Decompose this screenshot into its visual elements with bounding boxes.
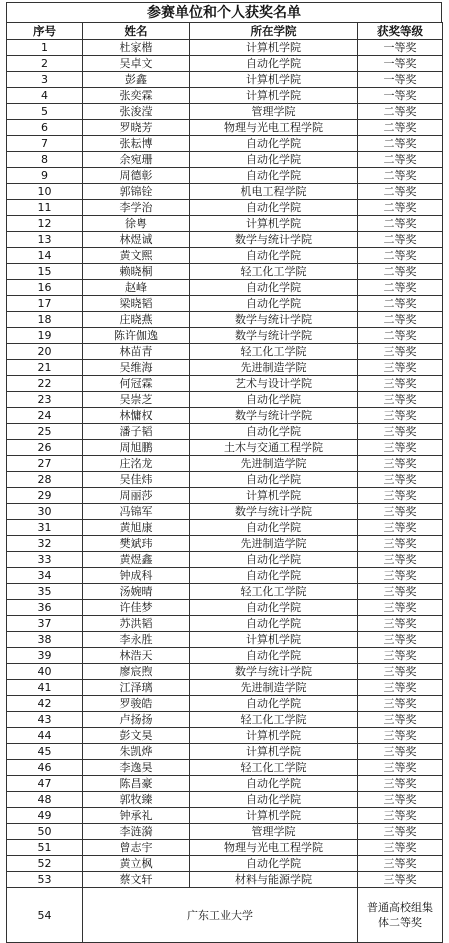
row-no: 30 xyxy=(7,504,83,520)
table-row xyxy=(7,648,443,664)
row-no: 5 xyxy=(7,104,83,120)
table-row xyxy=(7,328,443,344)
row-award: 一等奖 xyxy=(358,72,443,88)
header-school: 所在学院 xyxy=(190,23,358,40)
row-name: 蔡文轩 xyxy=(83,872,190,888)
row-award: 三等奖 xyxy=(358,488,443,504)
row-award: 三等奖 xyxy=(358,376,443,392)
table-row xyxy=(7,760,443,776)
row-school: 数学与统计学院 xyxy=(190,408,358,424)
row-school: 计算机学院 xyxy=(190,216,358,232)
row-school: 土木与交通工程学院 xyxy=(190,440,358,456)
sheet-title: 参赛单位和个人获奖名单 xyxy=(6,2,442,22)
table-row xyxy=(7,344,443,360)
row-award: 三等奖 xyxy=(358,760,443,776)
row-award: 三等奖 xyxy=(358,424,443,440)
table-row xyxy=(7,776,443,792)
row-name: 曾志宇 xyxy=(83,840,190,856)
table-row xyxy=(7,408,443,424)
table-row xyxy=(7,552,443,568)
table-row xyxy=(7,600,443,616)
row-name: 庄晓燕 xyxy=(83,312,190,328)
row-school: 轻工化工学院 xyxy=(190,712,358,728)
row-school: 计算机学院 xyxy=(190,808,358,824)
row-name: 庄洺龙 xyxy=(83,456,190,472)
row-school: 自动化学院 xyxy=(190,552,358,568)
row-award: 三等奖 xyxy=(358,696,443,712)
header-award: 获奖等级 xyxy=(358,23,443,40)
row-name: 罗晓芳 xyxy=(83,120,190,136)
row-no: 15 xyxy=(7,264,83,280)
row-no: 48 xyxy=(7,792,83,808)
row-name: 彭鑫 xyxy=(83,72,190,88)
row-award: 一等奖 xyxy=(358,40,443,56)
row-name: 朱凯烨 xyxy=(83,744,190,760)
row-name: 赖晓桐 xyxy=(83,264,190,280)
row-name: 杜家楷 xyxy=(83,40,190,56)
table-row xyxy=(7,664,443,680)
row-name: 江泽璃 xyxy=(83,680,190,696)
row-no: 14 xyxy=(7,248,83,264)
row-no: 13 xyxy=(7,232,83,248)
row-award: 二等奖 xyxy=(358,248,443,264)
table-row xyxy=(7,584,443,600)
table-row xyxy=(7,40,443,56)
table-row xyxy=(7,744,443,760)
row-no: 52 xyxy=(7,856,83,872)
award-sheet xyxy=(6,2,442,943)
row-name: 张耘博 xyxy=(83,136,190,152)
header-no: 序号 xyxy=(7,23,83,40)
row-school: 自动化学院 xyxy=(190,152,358,168)
table-row xyxy=(7,120,443,136)
row-school: 计算机学院 xyxy=(190,88,358,104)
table-row xyxy=(7,312,443,328)
group-award-row xyxy=(7,888,443,943)
row-no: 34 xyxy=(7,568,83,584)
row-name: 余宛珊 xyxy=(83,152,190,168)
table-row xyxy=(7,136,443,152)
row-no: 41 xyxy=(7,680,83,696)
row-no: 42 xyxy=(7,696,83,712)
row-award: 一等奖 xyxy=(358,88,443,104)
table-row xyxy=(7,216,443,232)
row-name: 罗骏皓 xyxy=(83,696,190,712)
row-no: 46 xyxy=(7,760,83,776)
table-row xyxy=(7,808,443,824)
row-award: 二等奖 xyxy=(358,184,443,200)
row-school: 物理与光电工程学院 xyxy=(190,840,358,856)
row-no: 43 xyxy=(7,712,83,728)
table-row xyxy=(7,872,443,888)
row-name: 张浚滢 xyxy=(83,104,190,120)
row-award: 三等奖 xyxy=(358,616,443,632)
row-award: 二等奖 xyxy=(358,120,443,136)
row-no: 25 xyxy=(7,424,83,440)
row-school: 数学与统计学院 xyxy=(190,328,358,344)
row-school: 管理学院 xyxy=(190,104,358,120)
row-award: 二等奖 xyxy=(358,296,443,312)
row-school: 自动化学院 xyxy=(190,792,358,808)
row-name: 李永胜 xyxy=(83,632,190,648)
row-name: 何冠霖 xyxy=(83,376,190,392)
row-no: 35 xyxy=(7,584,83,600)
row-award: 二等奖 xyxy=(358,152,443,168)
row-name: 周丽莎 xyxy=(83,488,190,504)
row-award: 三等奖 xyxy=(358,664,443,680)
row-award: 二等奖 xyxy=(358,232,443,248)
row-name: 冯锦军 xyxy=(83,504,190,520)
row-school: 自动化学院 xyxy=(190,296,358,312)
row-school: 自动化学院 xyxy=(190,168,358,184)
row-school: 自动化学院 xyxy=(190,424,358,440)
row-school: 自动化学院 xyxy=(190,616,358,632)
row-award: 三等奖 xyxy=(358,840,443,856)
row-school: 自动化学院 xyxy=(190,472,358,488)
row-name: 陈昌豪 xyxy=(83,776,190,792)
row-school: 先进制造学院 xyxy=(190,456,358,472)
row-name: 张奕霖 xyxy=(83,88,190,104)
row-award: 一等奖 xyxy=(358,56,443,72)
header-name: 姓名 xyxy=(83,23,190,40)
row-name: 林苗青 xyxy=(83,344,190,360)
row-no: 49 xyxy=(7,808,83,824)
table-row xyxy=(7,152,443,168)
row-award: 三等奖 xyxy=(358,552,443,568)
row-school: 自动化学院 xyxy=(190,600,358,616)
row-award: 三等奖 xyxy=(358,648,443,664)
row-school: 自动化学院 xyxy=(190,520,358,536)
row-school: 材料与能源学院 xyxy=(190,872,358,888)
row-award: 三等奖 xyxy=(358,408,443,424)
award-table xyxy=(6,22,443,943)
row-name: 周德彰 xyxy=(83,168,190,184)
row-award: 三等奖 xyxy=(358,600,443,616)
table-row xyxy=(7,712,443,728)
row-name: 赵峰 xyxy=(83,280,190,296)
row-award: 三等奖 xyxy=(358,744,443,760)
row-award: 三等奖 xyxy=(358,344,443,360)
row-award: 二等奖 xyxy=(358,104,443,120)
row-school: 物理与光电工程学院 xyxy=(190,120,358,136)
row-award: 三等奖 xyxy=(358,808,443,824)
row-name: 樊斌玮 xyxy=(83,536,190,552)
row-no: 22 xyxy=(7,376,83,392)
table-row xyxy=(7,168,443,184)
row-no: 44 xyxy=(7,728,83,744)
table-row xyxy=(7,792,443,808)
table-row xyxy=(7,392,443,408)
table-row xyxy=(7,376,443,392)
row-no: 50 xyxy=(7,824,83,840)
row-award: 三等奖 xyxy=(358,568,443,584)
row-no: 39 xyxy=(7,648,83,664)
row-school: 轻工化工学院 xyxy=(190,264,358,280)
table-row xyxy=(7,456,443,472)
table-row xyxy=(7,264,443,280)
table-row xyxy=(7,280,443,296)
row-award: 三等奖 xyxy=(358,856,443,872)
row-school: 计算机学院 xyxy=(190,72,358,88)
table-row xyxy=(7,104,443,120)
row-no: 53 xyxy=(7,872,83,888)
row-award: 二等奖 xyxy=(358,216,443,232)
row-name: 吴佳炜 xyxy=(83,472,190,488)
row-school: 自动化学院 xyxy=(190,200,358,216)
row-name: 梁晓韬 xyxy=(83,296,190,312)
row-school: 数学与统计学院 xyxy=(190,664,358,680)
row-award: 三等奖 xyxy=(358,680,443,696)
row-no: 19 xyxy=(7,328,83,344)
row-no: 28 xyxy=(7,472,83,488)
row-name: 黄旭康 xyxy=(83,520,190,536)
row-school: 轻工化工学院 xyxy=(190,584,358,600)
row-no: 17 xyxy=(7,296,83,312)
table-row xyxy=(7,824,443,840)
row-award: 二等奖 xyxy=(358,264,443,280)
row-award: 三等奖 xyxy=(358,728,443,744)
row-no: 18 xyxy=(7,312,83,328)
row-award: 二等奖 xyxy=(358,312,443,328)
row-school: 数学与统计学院 xyxy=(190,504,358,520)
table-row xyxy=(7,184,443,200)
row-name: 周旭鹏 xyxy=(83,440,190,456)
row-name: 徐粤 xyxy=(83,216,190,232)
row-school: 计算机学院 xyxy=(190,632,358,648)
row-school: 自动化学院 xyxy=(190,568,358,584)
row-no: 1 xyxy=(7,40,83,56)
row-award: 三等奖 xyxy=(358,712,443,728)
row-no: 23 xyxy=(7,392,83,408)
table-row xyxy=(7,568,443,584)
row-no: 26 xyxy=(7,440,83,456)
row-no: 10 xyxy=(7,184,83,200)
table-row xyxy=(7,840,443,856)
group-name: 广东工业大学 xyxy=(83,888,358,943)
row-no: 40 xyxy=(7,664,83,680)
row-school: 数学与统计学院 xyxy=(190,312,358,328)
row-school: 先进制造学院 xyxy=(190,536,358,552)
row-award: 三等奖 xyxy=(358,824,443,840)
row-school: 自动化学院 xyxy=(190,136,358,152)
row-name: 钟承礼 xyxy=(83,808,190,824)
row-award: 三等奖 xyxy=(358,440,443,456)
row-no: 36 xyxy=(7,600,83,616)
row-name: 林煜诚 xyxy=(83,232,190,248)
row-no: 7 xyxy=(7,136,83,152)
table-row xyxy=(7,88,443,104)
row-name: 吴崇芝 xyxy=(83,392,190,408)
table-row xyxy=(7,424,443,440)
row-no: 27 xyxy=(7,456,83,472)
table-body xyxy=(7,40,443,888)
row-award: 三等奖 xyxy=(358,360,443,376)
row-school: 轻工化工学院 xyxy=(190,344,358,360)
row-no: 38 xyxy=(7,632,83,648)
row-award: 二等奖 xyxy=(358,280,443,296)
row-name: 李涟漪 xyxy=(83,824,190,840)
row-no: 29 xyxy=(7,488,83,504)
row-name: 林慵权 xyxy=(83,408,190,424)
row-school: 计算机学院 xyxy=(190,40,358,56)
row-name: 廖宸煦 xyxy=(83,664,190,680)
row-no: 21 xyxy=(7,360,83,376)
table-row xyxy=(7,360,443,376)
row-school: 管理学院 xyxy=(190,824,358,840)
row-no: 12 xyxy=(7,216,83,232)
row-name: 潘子韬 xyxy=(83,424,190,440)
row-name: 陈许伽逸 xyxy=(83,328,190,344)
row-award: 三等奖 xyxy=(358,520,443,536)
row-award: 三等奖 xyxy=(358,472,443,488)
row-award: 三等奖 xyxy=(358,536,443,552)
table-row xyxy=(7,856,443,872)
group-no: 54 xyxy=(7,888,83,943)
table-row xyxy=(7,72,443,88)
row-no: 11 xyxy=(7,200,83,216)
row-school: 先进制造学院 xyxy=(190,680,358,696)
row-school: 轻工化工学院 xyxy=(190,760,358,776)
row-award: 三等奖 xyxy=(358,792,443,808)
row-name: 林浩天 xyxy=(83,648,190,664)
row-no: 31 xyxy=(7,520,83,536)
row-award: 三等奖 xyxy=(358,392,443,408)
table-row xyxy=(7,488,443,504)
row-award: 三等奖 xyxy=(358,776,443,792)
row-no: 47 xyxy=(7,776,83,792)
row-no: 24 xyxy=(7,408,83,424)
row-name: 郭锦铨 xyxy=(83,184,190,200)
table-row xyxy=(7,632,443,648)
row-name: 彭文昊 xyxy=(83,728,190,744)
row-name: 李学治 xyxy=(83,200,190,216)
row-no: 51 xyxy=(7,840,83,856)
table-row xyxy=(7,200,443,216)
row-no: 3 xyxy=(7,72,83,88)
table-row xyxy=(7,520,443,536)
row-name: 卢扬扬 xyxy=(83,712,190,728)
row-school: 自动化学院 xyxy=(190,56,358,72)
row-award: 二等奖 xyxy=(358,168,443,184)
table-row xyxy=(7,696,443,712)
table-row xyxy=(7,728,443,744)
row-school: 自动化学院 xyxy=(190,648,358,664)
row-school: 艺术与设计学院 xyxy=(190,376,358,392)
row-school: 自动化学院 xyxy=(190,248,358,264)
row-name: 苏洪韬 xyxy=(83,616,190,632)
row-school: 自动化学院 xyxy=(190,856,358,872)
row-school: 计算机学院 xyxy=(190,744,358,760)
table-row xyxy=(7,680,443,696)
row-name: 钟成科 xyxy=(83,568,190,584)
table-row xyxy=(7,472,443,488)
row-no: 32 xyxy=(7,536,83,552)
row-award: 三等奖 xyxy=(358,504,443,520)
row-school: 数学与统计学院 xyxy=(190,232,358,248)
row-award: 二等奖 xyxy=(358,136,443,152)
row-no: 4 xyxy=(7,88,83,104)
row-award: 二等奖 xyxy=(358,328,443,344)
row-no: 20 xyxy=(7,344,83,360)
row-school: 自动化学院 xyxy=(190,776,358,792)
table-row xyxy=(7,536,443,552)
row-name: 郭牧臻 xyxy=(83,792,190,808)
row-name: 黄煜鑫 xyxy=(83,552,190,568)
row-school: 先进制造学院 xyxy=(190,360,358,376)
table-row xyxy=(7,56,443,72)
row-school: 自动化学院 xyxy=(190,392,358,408)
row-no: 45 xyxy=(7,744,83,760)
row-school: 自动化学院 xyxy=(190,280,358,296)
table-row xyxy=(7,296,443,312)
table-row xyxy=(7,248,443,264)
row-name: 许佳梦 xyxy=(83,600,190,616)
row-no: 16 xyxy=(7,280,83,296)
row-award: 三等奖 xyxy=(358,872,443,888)
row-school: 计算机学院 xyxy=(190,728,358,744)
row-award: 三等奖 xyxy=(358,584,443,600)
row-award: 二等奖 xyxy=(358,200,443,216)
row-award: 三等奖 xyxy=(358,632,443,648)
row-school: 机电工程学院 xyxy=(190,184,358,200)
row-name: 吴卓文 xyxy=(83,56,190,72)
row-school: 计算机学院 xyxy=(190,488,358,504)
row-no: 37 xyxy=(7,616,83,632)
table-row xyxy=(7,616,443,632)
group-award: 普通高校组集体二等奖 xyxy=(358,888,443,943)
row-name: 李逸昊 xyxy=(83,760,190,776)
table-row xyxy=(7,504,443,520)
row-name: 黄文熙 xyxy=(83,248,190,264)
row-award: 三等奖 xyxy=(358,456,443,472)
row-name: 黄立枫 xyxy=(83,856,190,872)
row-no: 9 xyxy=(7,168,83,184)
row-name: 汤婉晴 xyxy=(83,584,190,600)
row-no: 33 xyxy=(7,552,83,568)
row-name: 吴维海 xyxy=(83,360,190,376)
row-no: 2 xyxy=(7,56,83,72)
row-no: 8 xyxy=(7,152,83,168)
row-school: 自动化学院 xyxy=(190,696,358,712)
row-no: 6 xyxy=(7,120,83,136)
table-row xyxy=(7,440,443,456)
table-row xyxy=(7,232,443,248)
table-header-row xyxy=(7,23,443,40)
